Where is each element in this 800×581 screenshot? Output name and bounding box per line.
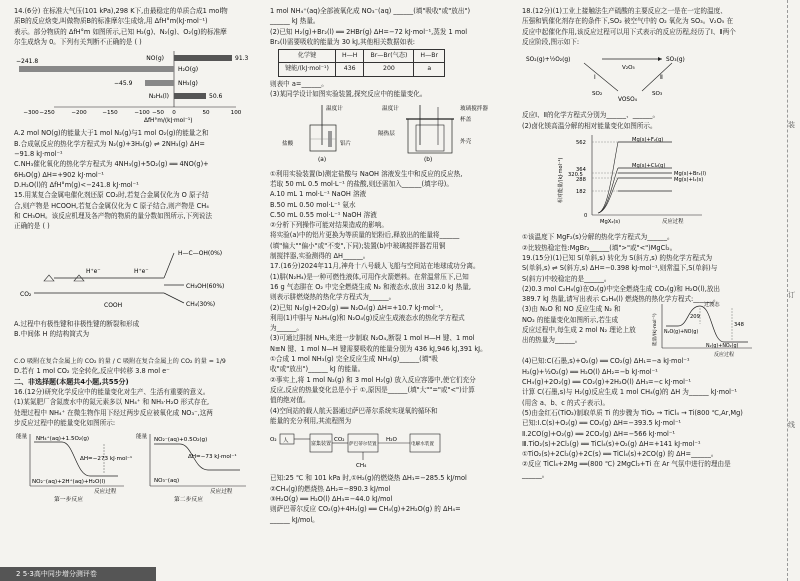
text-line: 已知:25 ℃ 和 101 kPa 时,①H₂(g)的燃烧热 ΔH₁=−285.5 kJ/mol: [270, 474, 467, 483]
text-line: 为______。: [270, 324, 303, 333]
option-c: C.O 吸附在复合金属上的 CO₂ 的量 / C 吸附在复合金属上的 CO₂ 的量 = 1/9: [14, 358, 226, 366]
axis-label: 相对能量/(kJ·mol⁻¹): [558, 157, 564, 204]
text-line: (1)某氮肥厂含氮废水中的氮元素多以 NH₄⁺ 和 NH₃·H₂O 形式存在,: [14, 398, 210, 407]
text-line: 正确的是 ( ): [14, 222, 50, 231]
label-i: Ⅰ: [594, 75, 596, 82]
q14-stem: [14, 6, 257, 47]
text-line: (2)0.3 mol C₂H₆(g)在O₂(g)中完全燃烧生成 CO₂(g)和 H₂O(l),放出: [522, 284, 721, 293]
label-insul: 隔热层: [378, 131, 395, 138]
text-line: ①该温度下 MgF₂(s)分解的热化学方程式为______。: [522, 233, 674, 242]
q17-end: [270, 473, 510, 524]
option-b-cont: −91.8 kJ·mol⁻¹: [14, 150, 63, 159]
text-line: S(斜方)中较稳定的是______。: [522, 274, 611, 283]
text-line: 将实验(a)中的铝片更换为等质量的铝粉后,释放出的能量将______: [270, 231, 460, 240]
value-364: 364: [576, 167, 586, 174]
label-209: 209: [690, 314, 700, 321]
label-catalyst: V₂O₅: [622, 65, 635, 72]
value-nh3: −45.9: [114, 80, 133, 88]
q15-mechanism-diagram: [14, 233, 257, 316]
value-288: 288: [576, 177, 586, 184]
text-line: 反应中起催化作用,该反应过程可以用下式表示的反应历程,经历了Ⅰ、Ⅱ两个: [522, 27, 736, 36]
apparatus-a: [282, 104, 352, 163]
text-line: 压强和钒催化剂存在的条件下,SO₂ 被空气中的 O₂ 氧化为 SO₃。V₂O₅ 在: [522, 17, 734, 26]
text-line: 能量的充分利用,其流程图为: [270, 416, 352, 425]
label-f2: Mg(s)+F₂(g): [632, 137, 664, 144]
text-line: 14.(6分) 在标准大气压(101 kPa),298 K下,由最稳定的单质合成1 mol物: [14, 7, 228, 15]
text-line: 则表中 a=______。: [270, 79, 328, 88]
tick: −200: [71, 110, 87, 117]
q19-part3-text: [522, 304, 642, 345]
option-c: C.50 mL 0.55 mol·L⁻¹ NaOH 溶液: [270, 210, 377, 219]
text-line: 值的绝对值。: [270, 396, 310, 405]
label-top: H⁺e⁻: [86, 268, 101, 276]
text-line: ①TiO₂(s)+2Cl₂(g)+2C(s) ══ TiCl₄(s)+2CO(g) 的 ΔH=______。: [522, 450, 718, 459]
q16-part3: [270, 169, 510, 262]
text-line: 计算 C(石墨,s)与 H₂(g)反应生成 1 mol CH₄(g)的 ΔH 为______ kJ·mol⁻¹: [522, 388, 738, 397]
text-line: (3)可通过肼制 NH₃,来进一步制取 N₂O₄,断裂 1 mol H—H 键、1 mol: [270, 334, 475, 343]
text-line: (2)卤化镁高温分解的相对能量变化如图所示。: [522, 121, 657, 130]
text-line: 已知:Ⅰ.C(s)+O₂(g) ══ CO₂(g) ΔH=−393.5 kJ·mol⁻¹: [522, 419, 682, 428]
text-line: ______ kJ/mol。: [270, 515, 319, 524]
q15-stem: [14, 190, 257, 231]
column-3: [522, 6, 754, 480]
text-line: 质B的反应焓变,叫做物质B的标准摩尔生成焓,用 ΔfH°m(kJ·mol⁻¹): [14, 17, 208, 26]
option-a: A.过程中有极性键和非极性键的断裂和形成: [14, 319, 140, 328]
label-stirrer: 玻璃搅拌器: [460, 106, 488, 113]
text-line: 19.(15分)(1)已知 S(单斜,s) 转化为 S(斜方,s) 的热化学方程式为: [522, 253, 713, 262]
tick: 50: [202, 110, 210, 117]
label-o2: O₂: [270, 437, 277, 444]
label-no: NO(g): [146, 55, 164, 63]
label-top: NO₂⁻(aq)+0.5O₂(g): [154, 437, 208, 444]
q19-part3: [522, 302, 754, 359]
text-line: (3)由 N₂O 和 NO 反应生成 N₂ 和: [522, 305, 621, 314]
axis-label: 反应过程: [210, 489, 233, 496]
diagram-step1: [16, 432, 132, 502]
axis-label: 反应过程: [714, 352, 735, 359]
zero-label: 0: [584, 213, 588, 220]
option-a: A.10 mL 1 mol·L⁻¹ NaOH 溶液: [270, 190, 367, 199]
label-ii: Ⅱ: [660, 75, 663, 82]
apparatus-b: [378, 104, 488, 163]
axis-label: 能量/(kJ·mol⁻¹): [653, 313, 658, 347]
text-line: H₂(g)+½O₂(g) ══ H₂O(l) ΔH₂=−b kJ·mol⁻¹: [522, 367, 658, 376]
label-top: NH₄⁺(aq)+1.5O₂(g): [36, 436, 90, 443]
option-c: C.NH₃催化氧化的热化学方程式为 4NH₃(g)+5O₂(g) ══ 4NO(g)+: [14, 160, 209, 169]
column-2: [270, 6, 510, 525]
page-number: 2: [16, 570, 21, 578]
label-thermo: 温度计: [326, 106, 343, 113]
label-br: SO₃: [652, 91, 663, 98]
caption-b: (b): [424, 157, 433, 164]
text-line: 反应过程中,每生成 2 mol N₂ 理论上放: [522, 326, 636, 335]
text-line: 18.(12分)(1)工业上接触法生产硫酸的主要反应之一是在一定的温度、: [522, 7, 727, 15]
text-line: Ⅱ.2CO(g)+O₂(g) ══ 2CO₂(g) ΔH=−566 kJ·mol⁻¹: [522, 429, 676, 438]
text-line: 合,则产物是 HCOOH,若复合金属仅化为 C 原子结合,则产物是 CH₄: [14, 201, 209, 210]
label-bl: SO₂: [592, 91, 603, 98]
bar-h2o: [19, 66, 174, 72]
side-label: 线: [788, 421, 795, 429]
option-d: D.若有 1 mol CO₂ 完全转化,反应中转移 3.8 mol e⁻: [14, 367, 170, 376]
bar-nh3: [145, 80, 174, 86]
label-mgx2: MgX₂(s): [600, 219, 621, 226]
text-line: S(单斜,s) ⇌ S(斜方,s) ΔH=−0.398 kJ·mol⁻¹,则常温下,S(单斜)与: [522, 264, 718, 273]
text-line: 表示。部分物质的 ΔfH°m 如图所示,已知 H₂(g)、N₂(g)、O₂(g)的标准摩: [14, 27, 227, 36]
q15-options: [14, 319, 257, 377]
label-enrich: 富集装置: [311, 441, 332, 448]
option-a: A.2 mol NO(g)的能量大于1 mol N₂(g)与1 mol O₂(g)的能量之和: [14, 129, 209, 138]
label-top: H⁺e⁻: [134, 268, 149, 276]
value-562: 562: [576, 140, 586, 147]
label-person: 人: [283, 438, 289, 445]
text-line: 出的热量为______。: [522, 336, 582, 345]
tick: −300: [23, 110, 39, 117]
side-label: 订: [788, 291, 795, 299]
label-acid: 盐酸: [282, 141, 294, 148]
text-line: 反应,反应的热量变化总是小于 ①,原因是______(填"大""="或"<")计算: [270, 385, 475, 394]
text-line: 利用(1)中肼与 N₂H₄(g)和 N₂O₄(g)反应生成液态水的热化学方程式: [270, 313, 465, 322]
footer-bar: [0, 567, 156, 581]
text-line: CH₄(g)+2O₂(g) ══ CO₂(g)+2H₂O(l) ΔH₃=−c kJ·mol⁻¹: [522, 378, 692, 387]
label-right: SO₃(g): [666, 57, 685, 64]
label-thermo: 温度计: [382, 106, 399, 113]
axis-label: 反应过程: [662, 219, 684, 226]
q17-flow-diagram: [270, 428, 510, 471]
text-line: 则表示肼燃烧热的热化学方程式为______。: [270, 293, 396, 302]
q19-part4-5: [522, 356, 754, 480]
q17-stem: [270, 261, 510, 426]
label-sabatier: 萨巴蒂尔装置: [349, 442, 377, 448]
footer-title: 5·3高中同步增分测评卷: [22, 570, 97, 578]
tick: 100: [230, 110, 242, 117]
label-i2: Mg(s)+I₂(s): [674, 177, 704, 184]
axis-label: ΔfH°m/(kJ·mol⁻¹): [144, 118, 193, 124]
column-1: [14, 6, 257, 507]
label-cooh: COOH: [104, 302, 123, 310]
diagram-step2: [136, 432, 246, 502]
text-line: 反应阶段,图示如下:: [522, 37, 580, 46]
text-line: 制搅拌器,实验测得的 ΔH______。: [270, 252, 370, 261]
text-line: (用含 a、b、c 的式子表示)。: [522, 398, 610, 407]
axis-label: 能量: [16, 434, 28, 441]
tick: −250: [39, 110, 55, 117]
label-start: N₂O(g)+NO(g): [664, 330, 699, 336]
table-row: [279, 63, 445, 76]
text-line: 17.(16分)2024年11月,神舟十八号载人飞船与空间站在地球成功分离。: [270, 262, 480, 271]
text-line: ②分析下列操作可能对结果造成的影响。: [270, 221, 389, 230]
label-left: SO₂(g)+½O₂(g): [526, 57, 571, 64]
caption: 第一步反应: [54, 497, 83, 503]
text-line: 1 mol NH₄⁺(aq)全部被氧化成 NO₃⁻(aq) ______(填"吸收"或"放出"): [270, 7, 471, 15]
bond-energy-table: [278, 49, 445, 77]
table-cell: 化学键: [279, 50, 336, 63]
text-line: NO₂ 的能量变化如图所示,若生成: [522, 315, 619, 324]
table-cell: 键能/(kJ·mol⁻¹): [279, 63, 336, 76]
q14-bar-chart: [14, 49, 257, 126]
text-line: ②事实上,将 1 mol N₂(g) 和 3 mol H₂(g) 放入反应容器中,使它们充分: [270, 375, 476, 384]
q18-mg-energy-chart: [522, 133, 754, 230]
text-line: 则萨巴蒂尔反应 CO₂(g)+4H₂(g) ══ CH₄(g)+2H₂O(g) 的 ΔH₄=: [270, 505, 461, 514]
text-line: 处理过程中 NH₄⁺ 在微生物作用下经过两步反应被氧化成 NO₃⁻,这两: [14, 408, 213, 417]
label-bottom: NO₂⁻(aq)+2H⁺(aq)+H₂O(l): [32, 479, 106, 486]
structure-placeholder: [14, 339, 257, 357]
label-n2h4: N₂H₄(l): [148, 93, 169, 101]
text-line: ①合成 1 mol NH₃(g) 完全反应生成 NH₃(g)______(填"吸: [270, 355, 438, 364]
text-line: (4)空间站的载人航天器通过萨巴蒂尔系统实现氧的循环和: [270, 406, 438, 415]
tick: −150: [102, 110, 118, 117]
text-line: (5)由金红石(TiO₂)制取单质 Ti 的步骤为 TiO₂ → TiCl₄ → Ti(800 ℃,Ar,Mg): [522, 408, 743, 417]
bar-n2h4: [174, 93, 206, 99]
label-ch4: CH₄: [356, 463, 367, 469]
table-cell: Br—Br(气态): [364, 50, 414, 63]
label-ch3oh: CH₃OH(60%): [186, 283, 225, 291]
q16-apparatus-figure: [270, 101, 510, 166]
value-h2o: −241.8: [16, 58, 39, 66]
q19-energy-diagram: [648, 300, 754, 358]
q16-stem: [14, 387, 257, 428]
value-320: 320.5: [568, 172, 583, 179]
text-line: Br₂(l)需要吸收的能量为 30 kJ,其他相关数据如表:: [270, 37, 416, 46]
label-bottom: VOSO₄: [618, 97, 637, 104]
q14-options: [14, 128, 257, 190]
label-bottom: NO₃⁻(aq): [154, 478, 180, 485]
table-row: [279, 50, 445, 63]
text-line: (1)肼(N₂H₄)是一种可燃性液体,可用作火箭燃料。在常温常压下,已知: [270, 272, 469, 281]
q18-catalytic-cycle: [522, 49, 754, 108]
value-no: 91.3: [235, 55, 249, 63]
text-line: 16.(12分)研究化学反应中的能量变化对生产、生活有重要的意义。: [14, 387, 210, 396]
label-nh3: NH₃(g): [178, 80, 198, 88]
label-lid: 杯盖: [460, 117, 472, 124]
q16-energy-diagrams: [14, 430, 257, 505]
label-co2: CO₂: [20, 291, 32, 299]
text-line: ②反应 TiCl₄+2Mg ══(800 ℃) 2MgCl₂+Ti 在 Ar 气氛中进行的理由是______。: [522, 460, 731, 479]
q18-stem: [522, 6, 754, 47]
text-line: ______ kJ 热量。: [270, 17, 320, 26]
label-h2o: H₂O(g): [178, 66, 199, 74]
option-c-cont: 6H₂O(g) ΔH=+902 kJ·mol⁻¹: [14, 170, 104, 179]
label-ts: 过渡态: [704, 302, 720, 309]
bar-no: [174, 55, 232, 61]
table-cell: 200: [364, 63, 414, 76]
axis-label: 反应过程: [94, 489, 117, 496]
q19-stem: [522, 253, 754, 304]
text-line: 若取 50 mL 0.5 mol·L⁻¹ 的盐酸,则还需加入______(填字母)。: [270, 179, 453, 188]
text-line: 步反应过程中的能量变化如图所示:: [14, 418, 116, 427]
label-dh: ΔH=−73 kJ·mol⁻¹: [188, 454, 237, 461]
label-348: 348: [734, 322, 744, 329]
label-electrolysis: 电解水装置: [411, 442, 434, 448]
label-hcooh: H—C—OH(0%): [178, 250, 223, 258]
text-line: 16 g 气态肼在 O₂ 中完全燃烧生成 N₂ 和液态水,放出 312.0 kJ 热量,: [270, 282, 471, 291]
axis-label: 能量: [136, 434, 148, 441]
label-metal: 铝片: [340, 141, 352, 148]
text-line: 反应Ⅰ、Ⅱ的化学方程式分别为______、______。: [522, 111, 660, 120]
text-line: N≡N 键、1 mol N—H 键需要吸收的能量分别为 436 kJ,946 kJ,391 kJ。: [270, 344, 487, 353]
text-line: 和 CH₃OH。该反应机理及各产物的物质的量分数如图所示,下列说法: [14, 211, 212, 220]
option-d: D.H₂O(l)的 ΔfH°m(g)<−241.8 kJ·mol⁻¹: [14, 180, 139, 189]
table-cell: H—Br: [414, 50, 445, 63]
option-b: B.合成氨反应的热化学方程式为 N₂(g)+3H₂(g) ⇌ 2NH₃(g) ΔH=: [14, 139, 205, 148]
label-ch4: CH₄(30%): [186, 301, 216, 309]
table-cell: H—H: [335, 50, 364, 63]
label-shell: 外壳: [460, 139, 472, 146]
label-end: N₂(g)+NO₂(g): [706, 344, 739, 350]
text-line: ②比较热稳定性:MgBr₂______(填">"或"<")MgCl₂。: [522, 243, 677, 252]
tick: −50: [152, 110, 164, 117]
text-line: (填"偏大""偏小"或"不变",下同);装置(b)中玻璃搅拌器若用铜: [270, 241, 446, 250]
side-label: 装: [788, 121, 795, 129]
tick: 0: [172, 110, 176, 117]
tick: −100: [134, 110, 150, 117]
text-line: (2)已知 H₂(g)+Br₂(l) ══ 2HBr(g) ΔH=−72 kJ·mol⁻¹,蒸发 1 mol: [270, 27, 468, 36]
label-co2: CO₂: [334, 437, 345, 444]
label-br2: Mg(s)+Br₂(l): [674, 171, 707, 178]
value-182: 182: [576, 189, 586, 196]
text-line: (4)已知:C(石墨,s)+O₂(g) ══ CO₂(g) ΔH₁=−a kJ·mol⁻¹: [522, 357, 690, 366]
label-dh: ΔH=−273 kJ·mol⁻¹: [80, 456, 133, 463]
table-cell: 436: [335, 63, 364, 76]
section-heading: 二、非选择题(本题共4小题,共55分): [14, 377, 129, 386]
caption: 第二步反应: [174, 497, 203, 503]
text-line: (3)某同学设计如图实验装置,探究反应中的能量变化。: [270, 90, 427, 99]
text-line: 收"或"放出")______ kJ 的能量。: [270, 365, 365, 374]
text-line: ③H₂O(g) ══ H₂O(l) ΔH₃=−44.0 kJ/mol: [270, 494, 393, 503]
text-line: (2)已知 N₂(g)+2O₂(g) ══ N₂O₄(g) ΔH=+10.7 kJ·mol⁻¹,: [270, 303, 444, 312]
q16-continued: [270, 6, 510, 47]
text-line: Ⅲ.TiO₂(s)+2Cl₂(g) ══ TiCl₄(s)+O₂(g) ΔH=+141 kJ·mol⁻¹: [522, 439, 701, 448]
text-line: ①利用实验装置(b)测定盐酸与 NaOH 溶液发生中和反应的反应热,: [270, 169, 463, 178]
text-line: 389.7 kJ 热量,请写出表示 C₂H₆(l) 燃烧热的热化学方程式:______。: [522, 295, 720, 304]
text-line: ②CH₄(g)的燃烧热 ΔH₂=−890.3 kJ/mol: [270, 484, 391, 493]
text-line: 15.用某复合金属电催化剂还原 CO₂时,若复合金属仅化为 O 原子结: [14, 191, 209, 200]
option-b: B.50 mL 0.50 mol·L⁻¹ 氨水: [270, 200, 356, 209]
text-line: 尔生成焓为 0。下列有关判断不正确的是 ( ): [14, 37, 142, 46]
label-cl2: Mg(s)+Cl₂(g): [632, 163, 666, 170]
label-h2o: H₂O: [386, 437, 397, 444]
table-cell: a: [414, 63, 445, 76]
option-b: B.中间体 H 的结构简式为: [14, 330, 90, 339]
value-n2h4: 50.6: [209, 93, 223, 101]
caption-a: (a): [318, 157, 327, 164]
